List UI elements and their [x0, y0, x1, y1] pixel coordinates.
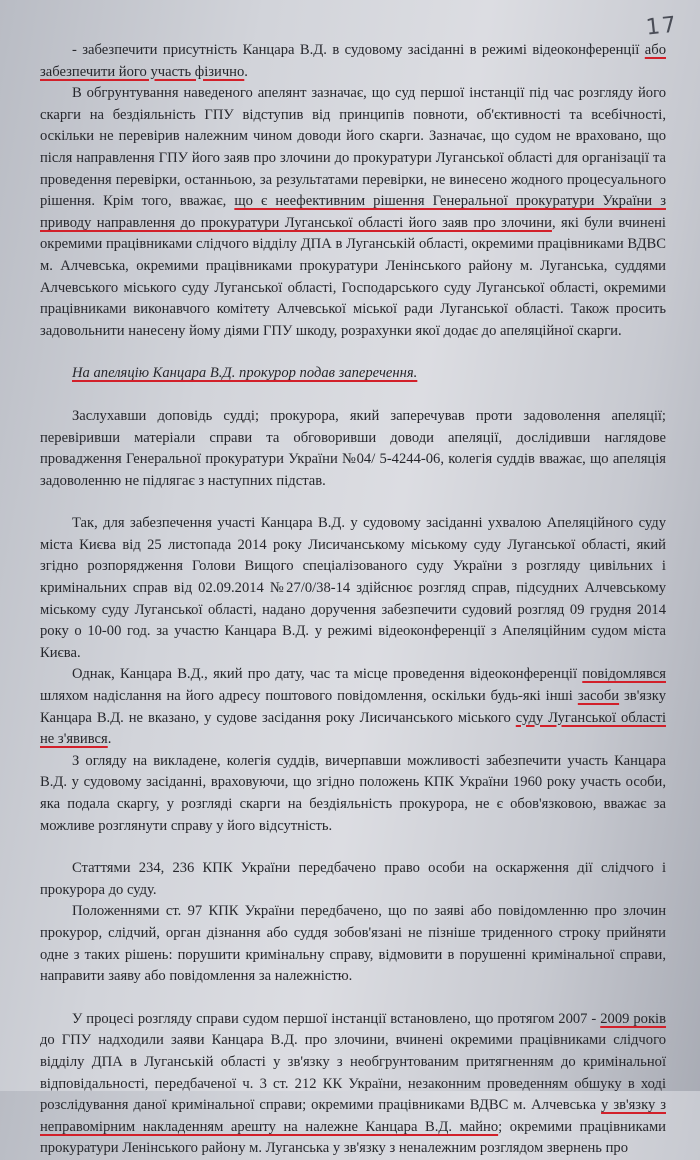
- paragraph-established-facts: [40, 1009, 666, 1160]
- text: шляхом надіслання на його адресу поштового повідомлення, оскільки будь-які інші: [40, 688, 578, 705]
- handwritten-page-number: 17: [644, 12, 680, 41]
- text: - забезпечити присутність Канцара В.Д. в судовому засіданні в режимі відеоконференції: [72, 42, 645, 58]
- text: В обгрунтування наведеного апелянт зазначає, що суд першої інстанції під час розгляду його скарги на бездіяльність ГПУ відступив від принципів повноти, об'єктивності та всебічності, оскільки не перевірив належним чином доводи його скарги. Зазначає, що судом не враховано, що після направлення ГПУ його заяв про злочини до прокуратури Луганської області для організації та проведення перевірки, останньою, за результатами перевірки, не винесено жодного процесуального рішення. Крім того, вважає,: [40, 85, 666, 210]
- text: Так, для забезпечення участі Канцара В.Д. у судовому засіданні ухвалою Апеляційного суду міста Києва від 25 листопада 2014 року Лисичанському міському суду Луганської області, який згідно розпорядження Голови Вищого спеціалізованого суду України з розгляду цивільних і кримінальних справ від 02.09.2014 №27/0/38-14 здійснює розгляд справ, підсудних Алчевському міському суду Луганської області, надано доручення забезпечити судовий розгляд 09 грудня 2014 року о 10-00 год. за участю Канцара В.Д. у режимі відеоконференції з Апеляційним судом міста Києва.: [40, 515, 666, 661]
- paragraph-hearing: [40, 406, 666, 492]
- spacer: [40, 342, 666, 363]
- text: до ГПУ надходили заяви Канцарa В.Д. про злочини, вчинені окремими працівниками слідчого відділу ДПА в Луганській області у зв'язку з необгрунтованим притягненням до кримінальної відповідальності, передбаченої ч. 3 ст. 212 КК України, незаконним проведенням обшуку в ході розслідування даної кримінальної справи; окремими працівниками ВДВС м. Алчевська: [40, 1032, 666, 1114]
- paragraph-prosecutor-objection: [40, 363, 666, 385]
- paragraph-article-97: [40, 901, 666, 987]
- text: Заслухавши доповідь судді; прокурора, який заперечував проти задоволення апеляції; перевіривши матеріали справи та обговоривши доводи апеляції, дослідивши наглядове провадження Генеральної прокуратури України №04/ 5-4244-06, колегія суддів вважає, що апеляція задоволенню не підлягає з наступних підстав.: [40, 407, 666, 489]
- text: Однак, Канцара В.Д., який про дату, час та місце проведення відеоконференції: [72, 666, 583, 683]
- paragraph-consideration: [40, 751, 666, 837]
- paragraph-request: [40, 40, 666, 83]
- underlined-text: суду Луганської області не з'явився: [40, 709, 666, 748]
- text: Статтями 234, 236 КПК України передбачено право особи на оскарження дії слідчого і прокурора до суду.: [40, 860, 666, 898]
- spacer: [40, 988, 666, 1009]
- text: зв'язку Канцара В.Д. не вказано, у судове засідання року Лисичанського міського: [40, 688, 666, 726]
- text: , які були вчинені окремими працівниками слідчого відділу ДПА в Луганській області, окремими працівниками ВДВС м. Алчевська, окремими працівниками прокуратури Ленінського району м. Луганська, суддями Алчевського міського суду Луганської області, Господарського суду Луганської області, окремими працівниками виконавчого комітету Алчевської міської ради Луганської області. Також просить задовольнити нанесену йому діями ГПУ шкоду, розрахунки якої додає до апеляційної скарги.: [40, 214, 666, 339]
- paragraph-absence: [40, 664, 666, 750]
- underlined-text: повідомлявся: [582, 666, 666, 683]
- underlined-text: 2009 років: [600, 1010, 667, 1027]
- underlined-text: що є неефективним рішення Генеральної прокуратури України з приводу направлення до прокуратури Луганської області його заяв про злочини: [40, 193, 666, 231]
- text: Положеннями ст. 97 КПК України передбачено, що по заяві або повідомленню про злочин прокурор, слідчий, орган дізнання або суддя зобов'язані не пізніше триденного строку прийняти одне з таких рішень: порушити кримінальну справу, відмовити в порушенні кримінальної справи, направити заяву або повідомлення за належністю.: [40, 903, 666, 985]
- underlined-text: або забезпечити його участь фізично: [40, 42, 666, 80]
- text: .: [107, 731, 112, 748]
- text: З огляду на викладене, колегія суддів, вичерпавши можливості забезпечити участь Канцара В.Д. у судовому засіданні, враховуючи, що згідно положень КПК України 1960 року участь особи, яка подала скаргу, у розгляді скарги на бездіяльність прокурора, не є обов'язковою, вважає за можливе розглянути справу у його відсутність.: [40, 752, 666, 834]
- paragraph-appeal-grounds: [40, 83, 666, 342]
- text: ; окремими працівниками прокуратури Ленінського району м. Луганська у зв'язку з неналежним розглядом звернень про: [40, 1118, 666, 1157]
- text: .: [244, 63, 248, 80]
- paragraph-articles-234-236: [40, 858, 666, 901]
- spacer: [40, 492, 666, 513]
- underlined-text: На апеляцію Канцара В.Д. прокурор подав заперечення.: [72, 365, 418, 382]
- underlined-text: засоби: [577, 688, 620, 705]
- spacer: [40, 837, 666, 858]
- underlined-text: у зв'язку з неправомірним накладенням арешту на належне Канцара В.Д. майно: [40, 1097, 666, 1135]
- spacer: [40, 385, 666, 406]
- text: У процесі розгляду справи судом першої інстанції встановлено, що протягом 2007 -: [72, 1010, 601, 1027]
- paragraph-videoconference-order: [40, 513, 666, 664]
